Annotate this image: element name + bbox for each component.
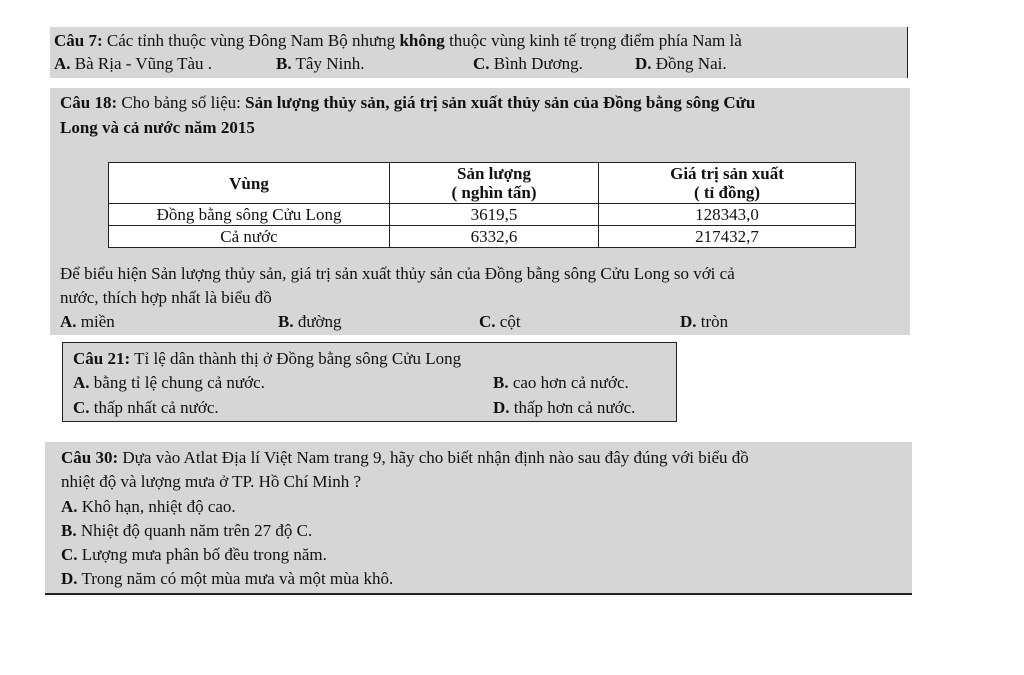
question-18 [50,88,910,335]
question-number: Câu 21: [73,349,131,368]
option-a: A. Khô hạn, nhiệt độ cao. [61,497,236,516]
emphasis-word: không [399,31,445,50]
option-a: A. Bà Rịa - Vũng Tàu . [54,54,213,73]
option-a: A. miền [60,312,115,331]
question-21 [62,342,677,422]
option-d: D. Trong năm có một mùa mưa và một mùa khô. [61,569,394,588]
table-header-row [109,163,856,204]
option-a: A. bằng tỉ lệ chung cả nước. [73,373,265,392]
question-number: Câu 18: [60,93,118,112]
option-b: B. cao hơn cả nước. [493,373,629,392]
header-value: Giá trị sản xuất ( tỉ đồng) [599,163,856,204]
question-7-stem: Câu 7: Các tỉnh thuộc vùng Đông Nam Bộ nhưng không thuộc vùng kinh tế trọng điểm phía Nam là [54,31,742,50]
option-d: D. thấp hơn cả nước. [493,398,636,417]
header-output: Sản lượng ( nghìn tấn) [390,163,599,204]
table-row: Cả nước 6332,6 217432,7 [109,226,856,248]
option-b: B. đường [278,312,342,331]
table-title: Sản lượng thủy sản, giá trị sản xuất thủy sản của Đồng bằng sông Cửu [245,93,756,112]
data-table [108,162,856,248]
option-d: D. tròn [680,312,729,331]
option-c: C. thấp nhất cả nước. [73,398,219,417]
question-7 [50,27,908,78]
option-b: B. Nhiệt độ quanh năm trên 27 độ C. [61,521,313,540]
question-18-stem-cont: Long và cả nước năm 2015 [60,118,255,137]
question-number: Câu 7: [54,31,103,50]
question-18-prompt-cont: nước, thích hợp nhất là biểu đồ [60,288,272,307]
question-21-stem: Câu 21: Tỉ lệ dân thành thị ở Đồng bằng sông Cửu Long [73,349,462,368]
question-number: Câu 30: [61,448,119,467]
question-30 [45,442,912,595]
question-30-stem-cont: nhiệt độ và lượng mưa ở TP. Hồ Chí Minh ? [61,472,362,491]
question-18-stem: Câu 18: Cho bảng số liệu: Sản lượng thủy sản, giá trị sản xuất thủy sản của Đồng bằng sông Cửu [60,93,756,112]
option-c: C. cột [479,312,521,331]
option-b: B. Tây Ninh. [276,54,365,73]
question-18-prompt: Để biểu hiện Sản lượng thủy sản, giá trị sản xuất thủy sản của Đồng bằng sông Cửu Long so với cả [60,264,735,283]
option-c: C. Lượng mưa phân bố đều trong năm. [61,545,327,564]
option-c: C. Bình Dương. [473,54,583,73]
option-d: D. Đồng Nai. [635,54,727,73]
question-30-stem: Câu 30: Dựa vào Atlat Địa lí Việt Nam trang 9, hãy cho biết nhận định nào sau đây đúng với biểu đồ [61,448,749,467]
header-region: Vùng [109,163,390,204]
table-row: Đồng bằng sông Cửu Long 3619,5 128343,0 [109,204,856,226]
